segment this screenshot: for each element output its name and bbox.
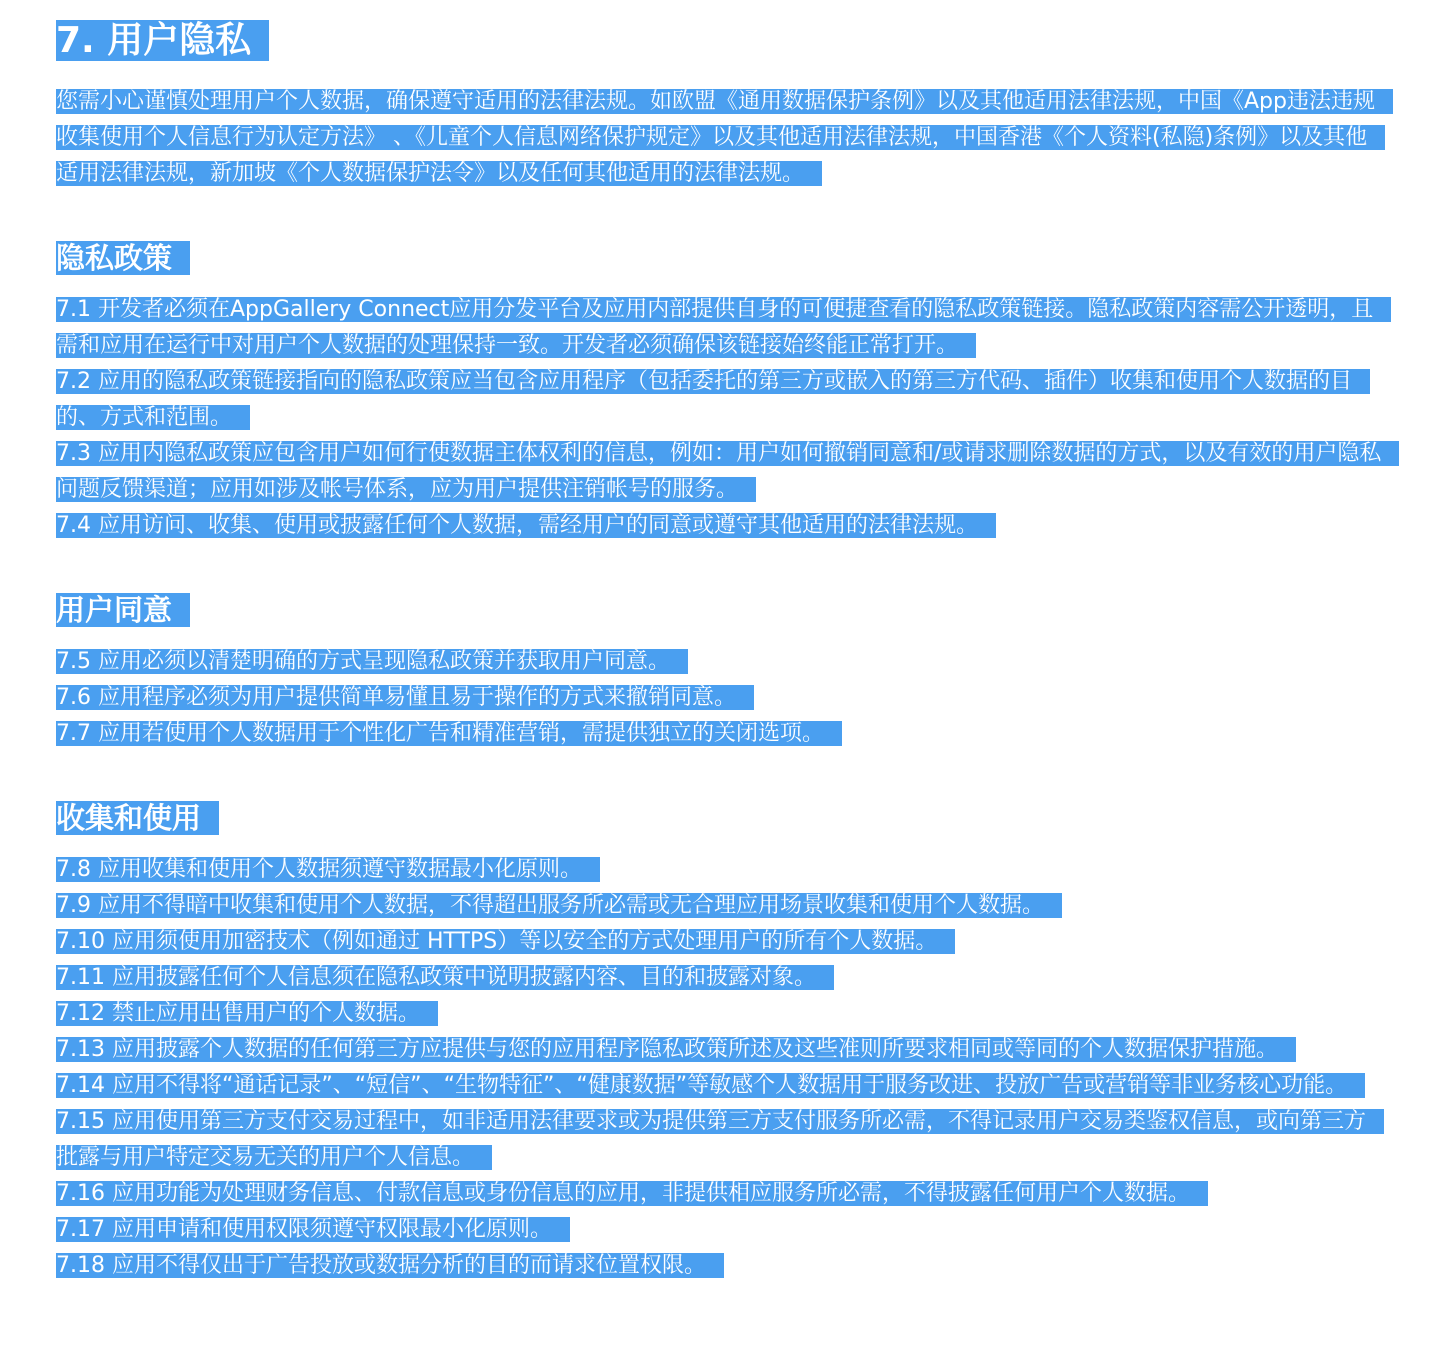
- clause-7-2: 7.2 应用的隐私政策链接指向的隐私政策应当包含应用程序（包括委托的第三方或嵌入的第三方代码、插件）收集和使用个人数据的目的、方式和范围。: [56, 364, 1386, 436]
- clause-7-14: 7.14 应用不得将“通话记录”、“短信”、“生物特征”、“健康数据”等敏感个人数据用于服务改进、投放广告或营销等非业务核心功能。: [56, 1068, 1386, 1104]
- clause-7-18: 7.18 应用不得仅出于广告投放或数据分析的目的而请求位置权限。: [56, 1248, 1386, 1284]
- intro-paragraph: [56, 84, 1386, 192]
- clause-7-8: 7.8 应用收集和使用个人数据须遵守数据最小化原则。: [56, 852, 1386, 888]
- section-collection-and-use: [56, 796, 1386, 1284]
- section-heading: 用户同意: [56, 588, 1386, 632]
- clause-7-17: 7.17 应用申请和使用权限须遵守权限最小化原则。: [56, 1212, 1386, 1248]
- clause-7-10: 7.10 应用须使用加密技术（例如通过 HTTPS）等以安全的方式处理用户的所有个人数据。: [56, 924, 1386, 960]
- clause-7-11: 7.11 应用披露任何个人信息须在隐私政策中说明披露内容、目的和披露对象。: [56, 960, 1386, 996]
- intro-text: 您需小心谨慎处理用户个人数据，确保遵守适用的法律法规。如欧盟《通用数据保护条例》以及其他适用法律法规，中国《App违法违规收集使用个人信息行为认定方法》 、《儿童个人信息网络保护规定》以及其他适用法律法规，中国香港《个人资料(私隐)条例》以及其他适用法律法规，新加坡《个人数据保护法令》以及任何其他适用的法律法规。: [56, 89, 1393, 186]
- clause-7-5: 7.5 应用必须以清楚明确的方式呈现隐私政策并获取用户同意。: [56, 644, 1386, 680]
- section-user-consent: [56, 588, 1386, 752]
- clause-7-12: 7.12 禁止应用出售用户的个人数据。: [56, 996, 1386, 1032]
- clause-7-9: 7.9 应用不得暗中收集和使用个人数据，不得超出服务所必需或无合理应用场景收集和使用个人数据。: [56, 888, 1386, 924]
- clause-7-15: 7.15 应用使用第三方支付交易过程中，如非适用法律要求或为提供第三方支付服务所必需，不得记录用户交易类鉴权信息，或向第三方批露与用户特定交易无关的用户个人信息。: [56, 1104, 1386, 1176]
- clause-7-3: 7.3 应用内隐私政策应包含用户如何行使数据主体权利的信息，例如：用户如何撤销同意和/或请求删除数据的方式，以及有效的用户隐私问题反馈渠道；应用如涉及帐号体系，应为用户提供注销帐号的服务。: [56, 436, 1386, 508]
- clause-7-4: 7.4 应用访问、收集、使用或披露任何个人数据，需经用户的同意或遵守其他适用的法律法规。: [56, 508, 1386, 544]
- section-heading: 隐私政策: [56, 236, 1386, 280]
- section-heading: 收集和使用: [56, 796, 1386, 840]
- page-title-text: 7. 用户隐私: [56, 20, 269, 61]
- clause-7-16: 7.16 应用功能为处理财务信息、付款信息或身份信息的应用，非提供相应服务所必需，不得披露任何用户个人数据。: [56, 1176, 1386, 1212]
- clause-7-1: 7.1 开发者必须在AppGallery Connect应用分发平台及应用内部提供自身的可便捷查看的隐私政策链接。隐私政策内容需公开透明，且需和应用在运行中对用户个人数据的处理保持一致。开发者必须确保该链接始终能正常打开。: [56, 292, 1386, 364]
- clause-7-6: 7.6 应用程序必须为用户提供简单易懂且易于操作的方式来撤销同意。: [56, 680, 1386, 716]
- page-title: [56, 14, 1386, 68]
- clause-7-7: 7.7 应用若使用个人数据用于个性化广告和精准营销，需提供独立的关闭选项。: [56, 716, 1386, 752]
- clause-7-13: 7.13 应用披露个人数据的任何第三方应提供与您的应用程序隐私政策所述及这些准则所要求相同或等同的个人数据保护措施。: [56, 1032, 1386, 1068]
- section-privacy-policy: [56, 236, 1386, 544]
